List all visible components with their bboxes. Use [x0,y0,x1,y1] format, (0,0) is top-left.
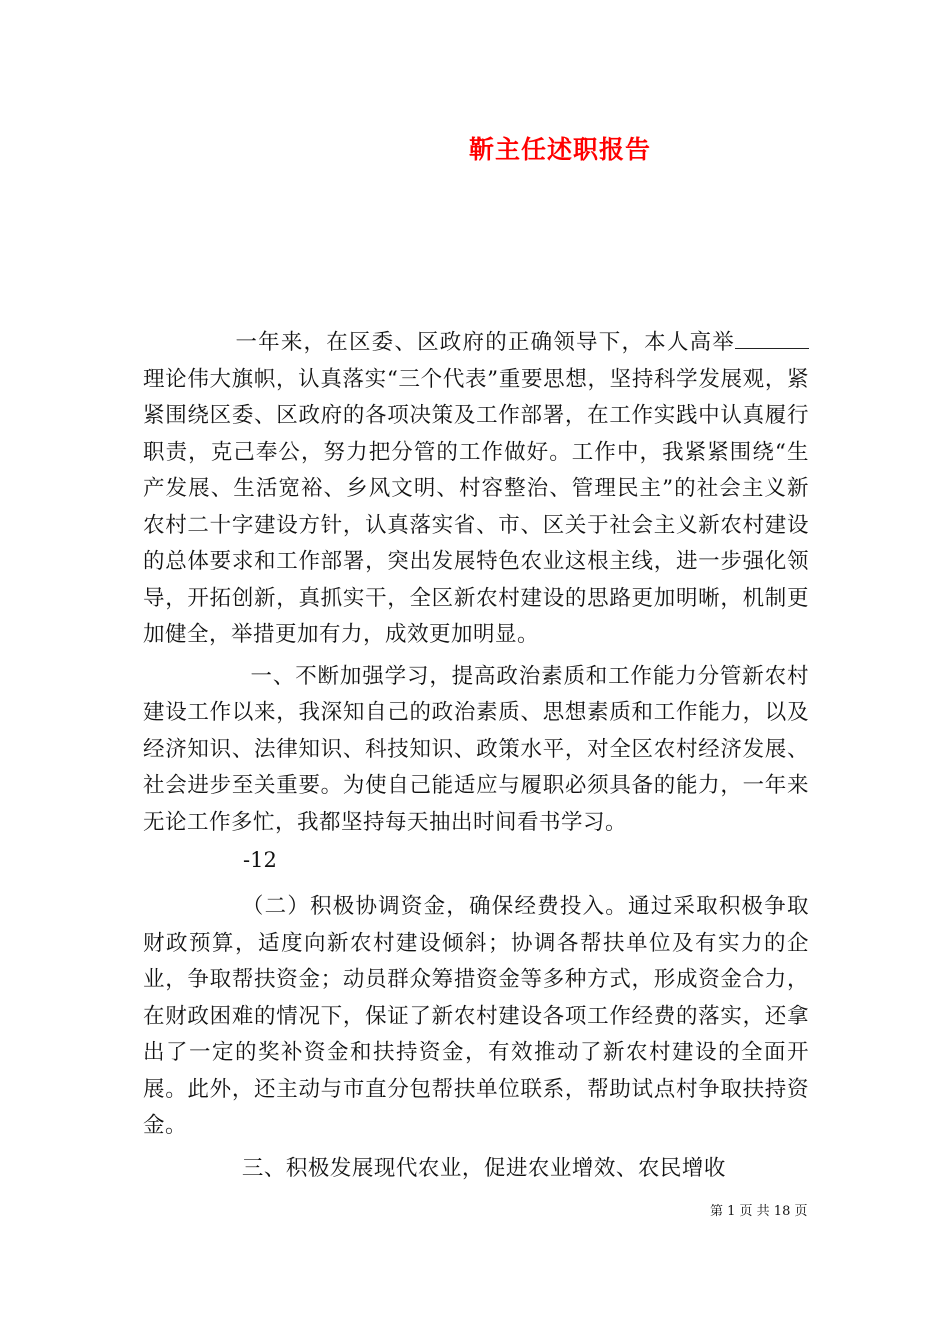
paragraph-intro-rest: 理论伟大旗帜，认真落实“三个代表”重要思想，坚持科学发展观，紧紧围绕区委、区政府的各项决策及工作部署，在工作实践中认真履行职责，克己奉公，努力把分管的工作做好。工作中，我紧紧围绕“生产发展、生活宽裕、乡风文明、村容整治、管理民主”的社会主义新农村二十字建设方针，认真落实省、市、区关于社会主义新农村建设的总体要求和工作部署，突出发展特色农业这根主线，进一步强化领导，开拓创新，真抓实干，全区新农村建设的思路更加明晰，机制更加健全，举措更加有力，成效更加明显。 [143,366,809,647]
paragraph-section-three: 三、积极发展现代农业，促进农业增效、农民增收 [241,1155,726,1181]
page-footer: 第 1 页 共 18 页 [710,1204,808,1219]
paragraph-intro-lead: 一年来，在区委、区政府的正确领导下，本人高举 [235,330,735,355]
paragraph-intro [143,325,809,654]
page-marker: -12 [243,848,277,872]
paragraph-section-two: （二）积极协调资金，确保经费投入。通过采取积极争取财政预算，适度向新农村建设倾斜；协调各帮扶单位及有实力的企业，争取帮扶资金；动员群众筹措资金等多种方式，形成资金合力，在财政困难的情况下，保证了新农村建设各项工作经费的落实，还拿出了一定的奖补资金和扶持资金，有效推动了新农村建设的全面开展。此外，还主动与市直分包帮扶单位联系，帮助试点村争取扶持资金。 [143,894,809,1138]
document-body [143,325,809,1187]
paragraph-section-one: 一、不断加强学习，提高政治素质和工作能力分管新农村建设工作以来，我深知自己的政治素质、思想素质和工作能力，以及经济知识、法律知识、科技知识、政策水平，对全区农村经济发展、社会进步至关重要。为使自己能适应与履职必须具备的能力，一年来无论工作多忙，我都坚持每天抽出时间看书学习。 [143,663,809,835]
blank-underline [735,347,809,349]
document-title: 靳主任述职报告 [468,135,651,164]
